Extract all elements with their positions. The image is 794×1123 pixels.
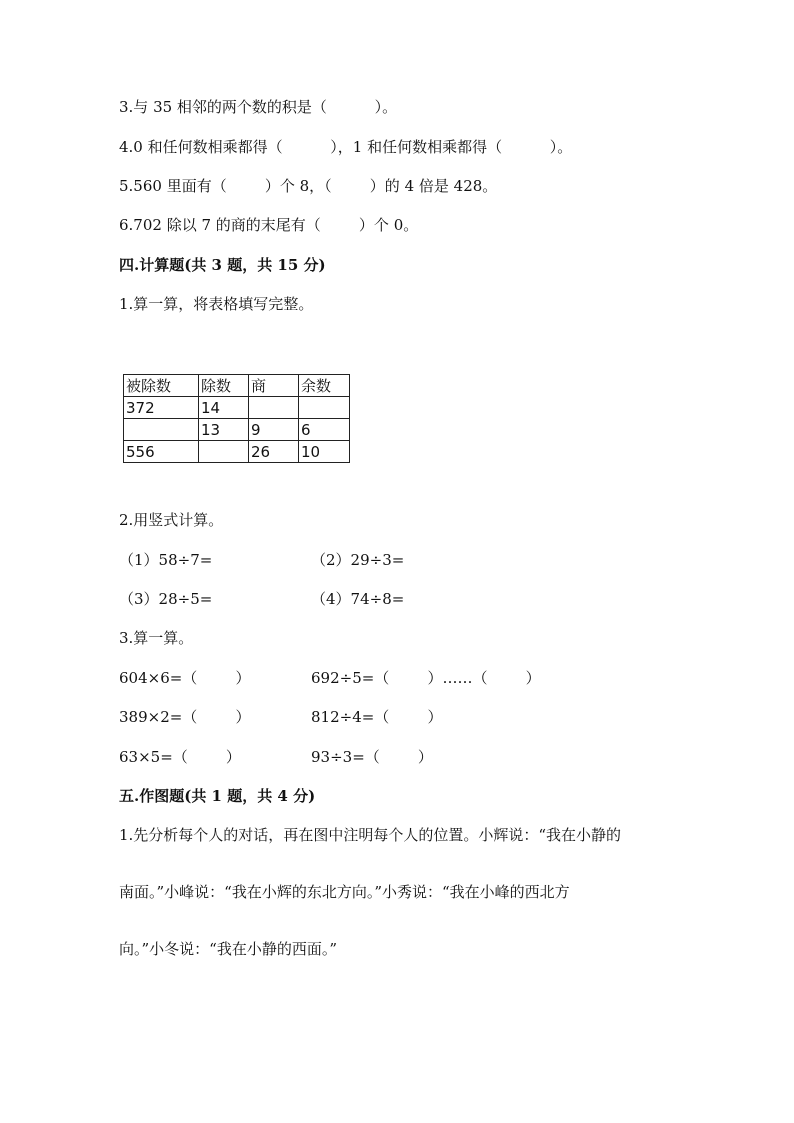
table-header-cell: 商	[249, 375, 299, 397]
section-5-title: 五.作图题(共 1 题，共 4 分)	[119, 787, 316, 805]
question-4: 4.0 和任何数相乘都得（ ），1 和任何数相乘都得（ ）。	[119, 138, 573, 156]
compute-problem-4: 812÷4=（ ）	[311, 708, 443, 726]
table-cell[interactable]: 372	[124, 397, 199, 419]
table-cell[interactable]: 13	[199, 419, 249, 441]
table-row	[124, 441, 350, 463]
table-row	[124, 397, 350, 419]
division-table	[123, 374, 350, 463]
table-cell[interactable]: 6	[299, 419, 350, 441]
vertical-problem-3: （3）28÷5=	[119, 590, 213, 608]
table-header-cell: 余数	[299, 375, 350, 397]
table-cell[interactable]: 26	[249, 441, 299, 463]
question-6: 6.702 除以 7 的商的末尾有（ ）个 0。	[119, 216, 419, 234]
question-3: 3.与 35 相邻的两个数的积是（ ）。	[119, 98, 398, 116]
vertical-problem-1: （1）58÷7=	[119, 551, 213, 569]
section-4-title: 四.计算题(共 3 题，共 15 分)	[119, 256, 326, 274]
section-4-question-2: 2.用竖式计算。	[119, 511, 224, 529]
section-4-question-3: 3.算一算。	[119, 629, 194, 647]
compute-problem-1: 604×6=（ ）	[119, 669, 251, 687]
table-header-row	[124, 375, 350, 397]
table-cell[interactable]	[299, 397, 350, 419]
compute-problem-3: 389×2=（ ）	[119, 708, 251, 726]
compute-problem-5: 63×5=（ ）	[119, 748, 241, 766]
table-header-cell: 被除数	[124, 375, 199, 397]
compute-problem-6: 93÷3=（ ）	[311, 748, 433, 766]
compute-problem-2: 692÷5=（ ）……（ ）	[311, 669, 541, 687]
section-5-question-1-line-1: 1.先分析每个人的对话，再在图中注明每个人的位置。小辉说：“我在小静的	[119, 826, 621, 844]
table-cell[interactable]	[199, 441, 249, 463]
table-cell[interactable]	[124, 419, 199, 441]
section-4-question-1: 1.算一算，将表格填写完整。	[119, 295, 314, 313]
section-5-question-1-line-3: 向。”小冬说：“我在小静的西面。”	[119, 940, 338, 958]
table-cell[interactable]: 14	[199, 397, 249, 419]
table-cell[interactable]	[249, 397, 299, 419]
table-header-cell: 除数	[199, 375, 249, 397]
vertical-problem-2: （2）29÷3=	[311, 551, 405, 569]
vertical-problem-4: （4）74÷8=	[311, 590, 405, 608]
table-cell[interactable]: 10	[299, 441, 350, 463]
table-cell[interactable]: 556	[124, 441, 199, 463]
table-row	[124, 419, 350, 441]
section-5-question-1-line-2: 南面。”小峰说：“我在小辉的东北方向。”小秀说：“我在小峰的西北方	[119, 883, 570, 901]
question-5: 5.560 里面有（ ）个 8，（ ）的 4 倍是 428。	[119, 177, 498, 195]
table-cell[interactable]: 9	[249, 419, 299, 441]
